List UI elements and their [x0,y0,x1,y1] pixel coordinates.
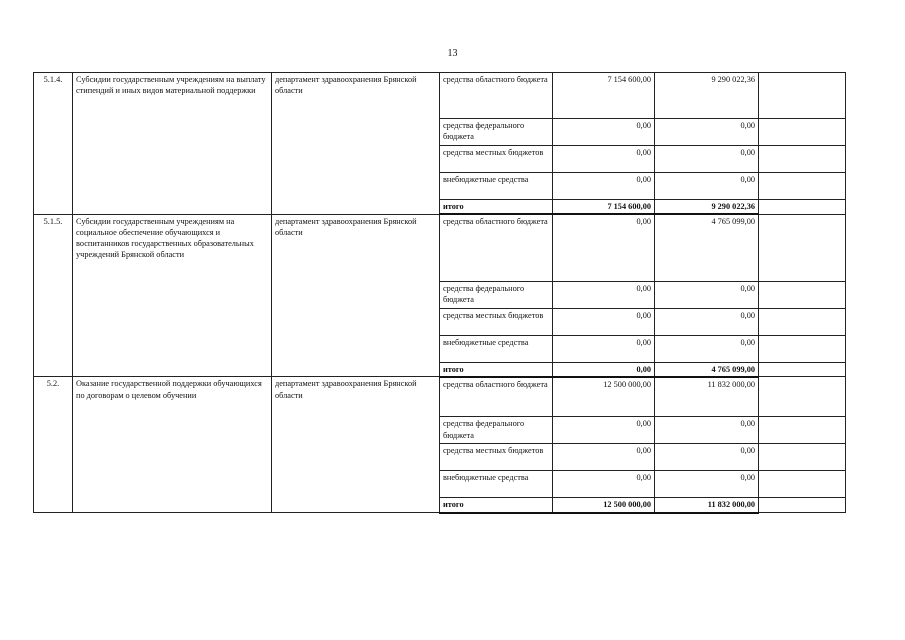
table-row [34,377,846,417]
executor-cell: департамент здравоохранения Брянской области [272,73,440,215]
amount-cell-year-1: 0,00 [553,281,655,308]
funding-source-cell: средства местных бюджетов [440,308,553,335]
amount-cell-year-2: 9 290 022,36 [655,200,759,215]
amount-cell-year-2: 0,00 [655,173,759,200]
amount-cell-year-1: 0,00 [553,119,655,146]
amount-cell-year-2: 0,00 [655,417,759,444]
funding-source-cell: средства федерального бюджета [440,119,553,146]
funding-source-cell: средства областного бюджета [440,73,553,119]
funding-source-cell: итого [440,498,553,513]
empty-cell [759,119,846,146]
amount-cell-year-1: 0,00 [553,214,655,281]
funding-source-cell: средства местных бюджетов [440,444,553,471]
empty-cell [759,444,846,471]
amount-cell-year-2: 0,00 [655,146,759,173]
amount-cell-year-2: 0,00 [655,119,759,146]
item-number-cell: 5.1.4. [34,73,73,215]
amount-cell-year-2: 4 765 099,00 [655,362,759,377]
amount-cell-year-1: 0,00 [553,146,655,173]
item-name-cell: Субсидии государственным учреждениям на социальное обеспечение обучающихся и воспитанников государственных образовательных учреждений Брянской области [73,214,272,377]
item-number-cell: 5.1.5. [34,214,73,377]
empty-cell [759,214,846,281]
empty-cell [759,471,846,498]
funding-source-cell: средства федерального бюджета [440,417,553,444]
empty-cell [759,498,846,513]
amount-cell-year-2: 9 290 022,36 [655,73,759,119]
amount-cell-year-2: 0,00 [655,308,759,335]
amount-cell-year-2: 0,00 [655,444,759,471]
amount-cell-year-2: 0,00 [655,471,759,498]
amount-cell-year-1: 0,00 [553,335,655,362]
amount-cell-year-2: 0,00 [655,281,759,308]
funding-source-cell: средства федерального бюджета [440,281,553,308]
item-number-cell: 5.2. [34,377,73,513]
amount-cell-year-2: 0,00 [655,335,759,362]
amount-cell-year-1: 0,00 [553,173,655,200]
executor-cell: департамент здравоохранения Брянской области [272,377,440,513]
funding-source-cell: внебюджетные средства [440,173,553,200]
amount-cell-year-1: 0,00 [553,308,655,335]
empty-cell [759,308,846,335]
empty-cell [759,146,846,173]
empty-cell [759,73,846,119]
amount-cell-year-1: 0,00 [553,417,655,444]
empty-cell [759,335,846,362]
amount-cell-year-1: 12 500 000,00 [553,377,655,417]
funding-source-cell: средства областного бюджета [440,377,553,417]
table-row [34,214,846,281]
funding-source-cell: средства местных бюджетов [440,146,553,173]
executor-cell: департамент здравоохранения Брянской области [272,214,440,377]
empty-cell [759,281,846,308]
item-name-cell: Оказание государственной поддержки обучающихся по договорам о целевом обучении [73,377,272,513]
funding-source-cell: итого [440,200,553,215]
empty-cell [759,417,846,444]
amount-cell-year-1: 7 154 600,00 [553,73,655,119]
empty-cell [759,200,846,215]
funding-source-cell: внебюджетные средства [440,471,553,498]
page-number: 13 [447,48,458,59]
funding-source-cell: итого [440,362,553,377]
amount-cell-year-1: 0,00 [553,444,655,471]
amount-cell-year-1: 0,00 [553,362,655,377]
amount-cell-year-1: 12 500 000,00 [553,498,655,513]
funding-source-cell: средства областного бюджета [440,214,553,281]
amount-cell-year-2: 11 832 000,00 [655,377,759,417]
amount-cell-year-2: 11 832 000,00 [655,498,759,513]
empty-cell [759,377,846,417]
item-name-cell: Субсидии государственным учреждениям на выплату стипендий и иных видов материальной поддержки [73,73,272,215]
amount-cell-year-1: 7 154 600,00 [553,200,655,215]
budget-table [33,72,846,514]
empty-cell [759,362,846,377]
amount-cell-year-1: 0,00 [553,471,655,498]
amount-cell-year-2: 4 765 099,00 [655,214,759,281]
funding-source-cell: внебюджетные средства [440,335,553,362]
empty-cell [759,173,846,200]
table-row [34,73,846,119]
